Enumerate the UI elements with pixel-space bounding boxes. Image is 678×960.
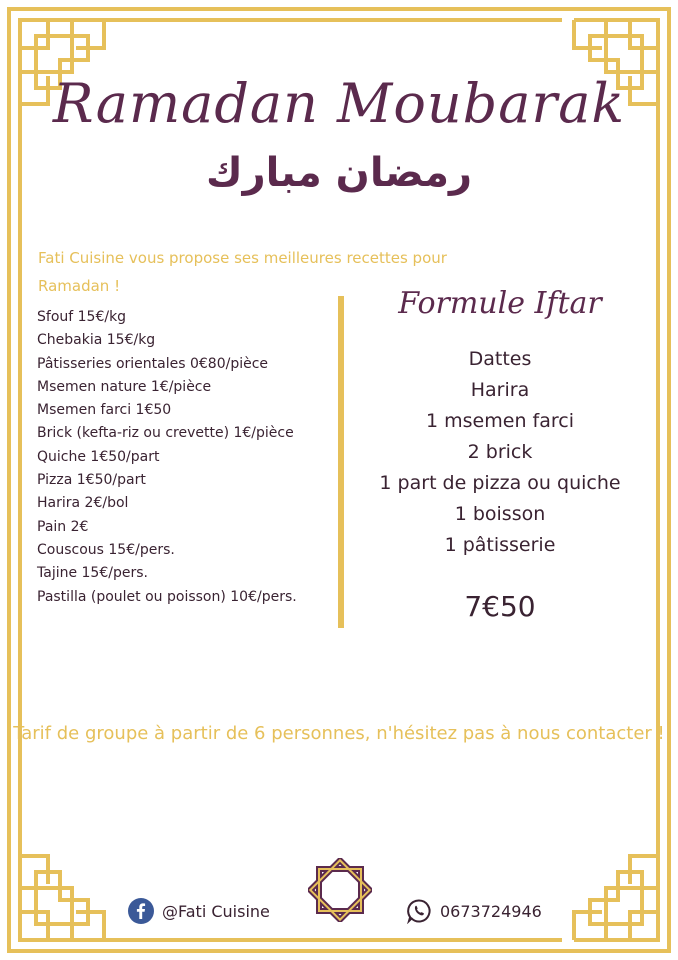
menu-item: Quiche 1€50/part: [37, 448, 160, 465]
menu-item: Tajine 15€/pers.: [37, 565, 148, 582]
facebook-link[interactable]: [128, 898, 270, 924]
menu-item: Chebakia 15€/kg: [37, 332, 156, 349]
menu-item: Msemen farci 1€50: [37, 402, 172, 419]
formula-item: 1 pâtisserie: [444, 534, 556, 556]
menu-item: Harira 2€/bol: [37, 495, 129, 512]
formula-item: Harira: [470, 379, 530, 401]
formula-list: [350, 344, 650, 561]
menu-item: Sfouf 15€/kg: [37, 309, 127, 325]
formula-item: 1 part de pizza ou quiche: [379, 472, 621, 494]
formula-item: 2 brick: [467, 441, 533, 463]
arabic-title: رمضان مبارك: [205, 150, 473, 196]
formula-title: Formule Iftar: [398, 286, 602, 321]
page-title: Ramadan Moubarak: [52, 72, 626, 135]
divider: [338, 296, 344, 628]
whatsapp-icon: [406, 898, 432, 924]
facebook-handle: @Fati Cuisine: [162, 901, 270, 921]
menu-item: Pizza 1€50/part: [37, 472, 146, 489]
menu-item: Pastilla (poulet ou poisson) 10€/pers.: [37, 588, 297, 605]
phone-number: 0673724946: [440, 901, 542, 921]
group-note: Tarif de groupe à partir de 6 personnes, n'hésitez pas à nous contacter !: [13, 723, 665, 744]
formula-item: 1 boisson: [454, 503, 546, 525]
formula-item: 1 msemen farci: [426, 410, 574, 432]
formula-item: Dattes: [468, 348, 532, 370]
facebook-icon: [128, 898, 154, 924]
formula-price: 7€50: [464, 590, 536, 623]
star-ornament: [308, 858, 372, 922]
menu-item: Brick (kefta-riz ou crevette) 1€/pièce: [37, 425, 294, 442]
whatsapp-link[interactable]: [406, 898, 542, 924]
menu-item: Msemen nature 1€/pièce: [37, 378, 212, 395]
menu-list: [37, 306, 297, 609]
intro-text: Fati Cuisine vous propose ses meilleures recettes pour Ramadan !: [38, 249, 447, 295]
menu-item: Couscous 15€/pers.: [37, 541, 175, 558]
menu-item: Pâtisseries orientales 0€80/pièce: [37, 355, 269, 372]
menu-item: Pain 2€: [37, 518, 89, 535]
